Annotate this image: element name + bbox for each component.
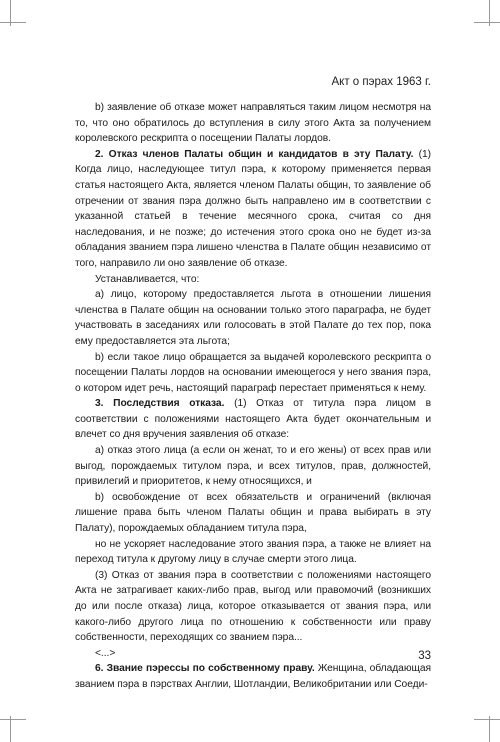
paragraph-text: b) освобождение от всех обязательств и ограничений (включая лишение права быть членом Палаты общин и права выбирать в эту Палату), порождаемых обладанием титула пэра,: [75, 491, 431, 535]
paragraph-text: а) лицо, которому предоставляется льгота в отношении лишения членства в Палате общин на основании только этого параграфа, не будет участвовать в заседаниях или голосовать в этой Палате до тех пор, пока ему предоставляется эта льгота;: [75, 289, 431, 347]
paragraph-8: [75, 490, 431, 537]
paragraph-text: Устанавливается, что:: [95, 273, 200, 285]
paragraph-3: [75, 272, 431, 288]
paragraph-text: (3) Отказ от звания пэра в соответствии с положениями настоящего Акта не затрагивает каких-либо прав, выгод или правомочий (возникших до или после отказа) лица, которое отказывается от звания пэра, или какого-либо другого лица по отношению к собственности или праву собственности, переходящих со званием пэра...: [75, 569, 431, 644]
crop-mark: [474, 719, 500, 720]
paragraph-2: [75, 147, 431, 272]
paragraph-text: (1) Когда лицо, наследующее титул пэра, к которому применяется первая статья настоящего Акта, является членом Палаты общин, то заявление об отречении от звания пэра должно быть направлено им в соответствии с указанной статьей в течение месячного срока, считая со дня наследования, и не позже; до истечения этого срока оно не будет из-за обладания званием пэра лишено членства в Палате общин независимо от того, направило ли оно заявление об отказе.: [75, 148, 431, 269]
paragraph-text: <...>: [95, 647, 116, 659]
section-heading: 3. Последствия отказа.: [95, 398, 225, 410]
crop-mark: [0, 719, 26, 720]
omission-marker: [75, 646, 431, 662]
paragraph-text: но не ускоряет наследование этого звания пэра, а также не влияет на переход титула к другому лицу в случае смерти этого лица.: [75, 538, 431, 566]
section-heading: 6. Звание пэрессы по собственному праву.: [95, 663, 315, 675]
crop-mark: [0, 22, 26, 23]
paragraph-6: [75, 396, 431, 443]
paragraph-text: b) заявление об отказе может направляться таким лицом несмотря на то, что оно обратилось до вступления в силу этого Акта за получением королевского рескрипта о посещении Палаты лордов.: [75, 102, 431, 145]
paragraph-9: [75, 537, 431, 568]
paragraph-text: (1) Отказ от титула пэра лицом в соответствии с положениями настоящего Акта будет окончательным и влечет со дня вручения заявления об отказе:: [75, 398, 431, 441]
paragraph-10: [75, 568, 431, 646]
crop-mark: [474, 22, 500, 23]
paragraph-text: b) если такое лицо обращается за выдачей королевского рескрипта о посещении Палаты лордов на основании имеющегося у него звания пэра, о котором идет речь, настоящий параграф перестает применяться к нему.: [75, 351, 431, 394]
paragraph-text: Женщина, обладающая званием пэра в пэрствах Англии, Шотландии, Великобритании или Соеди-: [75, 663, 432, 690]
paragraph-7: [75, 443, 431, 490]
paragraph-5: [75, 350, 431, 397]
paragraph-text: а) отказ этого лица (а если он женат, то и его жены) от всех прав или выгод, порождаемых титулом пэра, и всех титулов, прав, должностей, привилегий и приоритетов, к нему относящихся, и: [75, 445, 431, 488]
body-text: [75, 100, 431, 693]
paragraph-12: [75, 661, 431, 692]
paragraph-4: [75, 287, 431, 349]
running-head: Акт о пэрах 1963 г.: [331, 76, 431, 88]
page-number: 33: [418, 650, 431, 662]
section-heading: 2. Отказ членов Палаты общин и кандидатов в эту Палату.: [95, 148, 414, 160]
paragraph-1: [75, 100, 431, 147]
